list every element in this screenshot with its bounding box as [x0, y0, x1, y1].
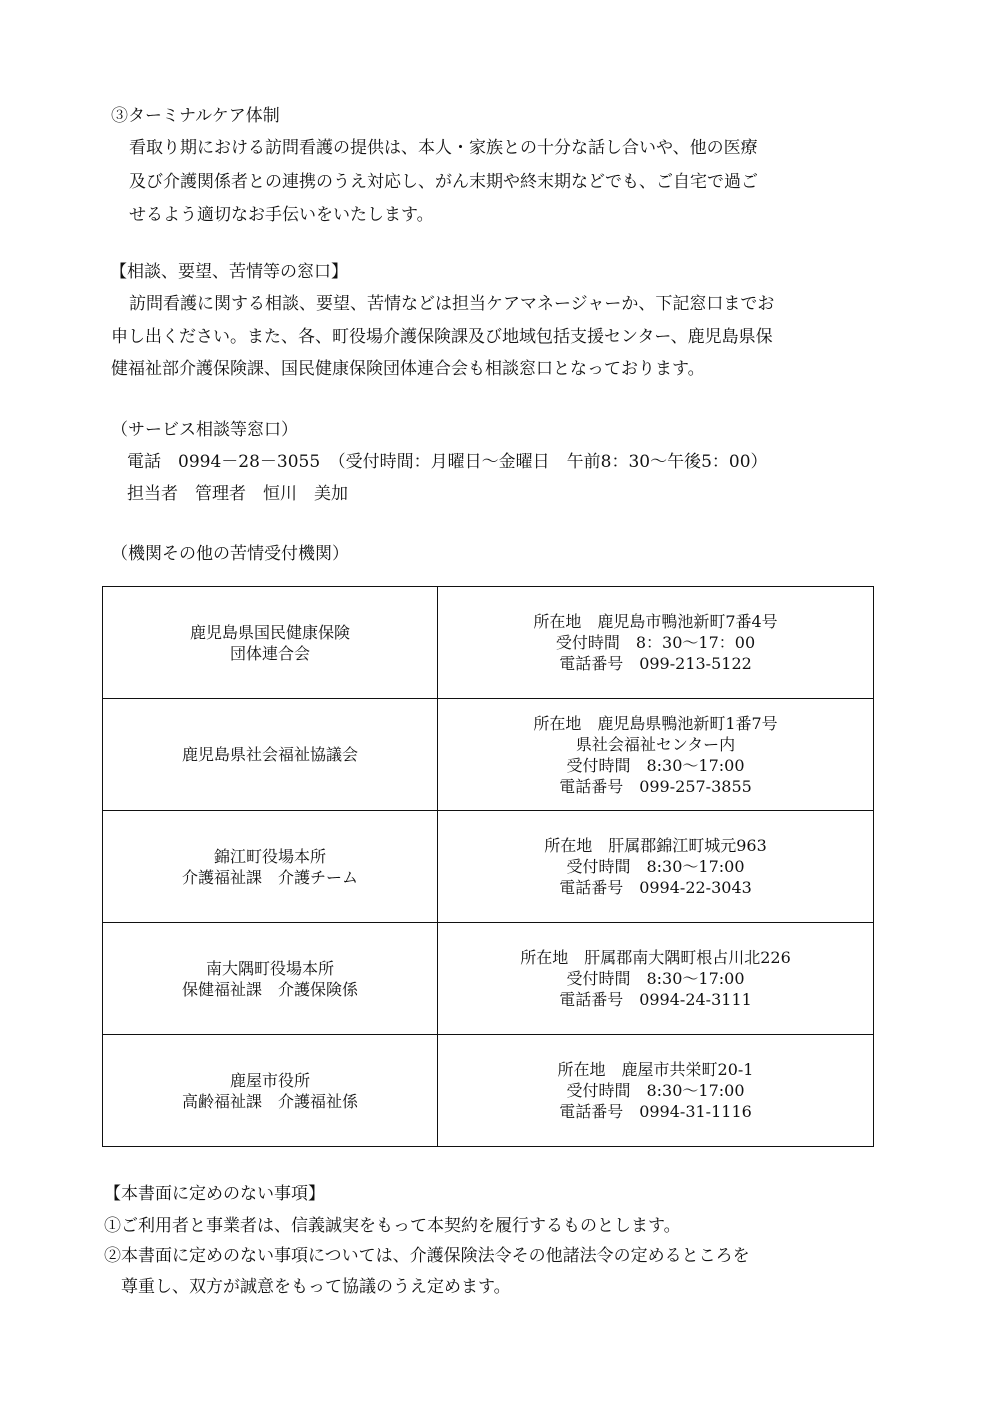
agency-info-cell — [438, 587, 874, 699]
table-row — [103, 811, 874, 923]
section-heading: （サービス相談等窓口） — [111, 420, 298, 440]
agency-info-line: 所在地 鹿屋市共栄町20-1 — [557, 1060, 754, 1079]
table-row — [103, 923, 874, 1035]
agencies-heading: （機関その他の苦情受付機関） — [111, 544, 349, 564]
paragraph-line: ②本書面に定めのない事項については、介護保険法令その他諸法令の定めるところを — [104, 1246, 750, 1266]
agency-name: 保健福祉課 介護保険係 — [181, 979, 358, 999]
agency-info-line: 所在地 肝属郡南大隅町根占川北226 — [520, 948, 791, 967]
agency-info-line: 受付時間 8：30～17：00 — [555, 633, 756, 652]
section-heading: 【相談、要望、苦情等の窓口】 — [110, 262, 348, 282]
paragraph-line: ①ご利用者と事業者は、信義誠実をもって本契約を履行するものとします。 — [104, 1216, 681, 1236]
agency-info-line: 県社会福祉センター内 — [575, 734, 736, 754]
agency-name-cell — [103, 1035, 438, 1147]
agency-name: 鹿屋市役所 — [229, 1070, 310, 1090]
agency-name: 団体連合会 — [229, 643, 310, 663]
paragraph-line: せるよう適切なお手伝いをいたします。 — [129, 205, 434, 225]
table-row — [103, 587, 874, 699]
agency-info-line: 電話番号 0994-24-3111 — [559, 990, 752, 1009]
agency-name-cell — [103, 811, 438, 923]
agency-info-cell — [438, 923, 874, 1035]
agency-info-cell — [438, 1035, 874, 1147]
agency-info-line: 電話番号 099-257-3855 — [559, 776, 752, 796]
agency-info-line: 電話番号 0994-22-3043 — [559, 878, 752, 897]
paragraph-line: 申し出ください。また、各、町役場介護保険課及び地域包括支援センター、鹿児島県保 — [111, 327, 773, 347]
agency-name: 南大隅町役場本所 — [205, 958, 334, 978]
service-person: 担当者 管理者 恒川 美加 — [127, 484, 348, 504]
table-row — [103, 699, 874, 811]
agency-name-cell — [103, 587, 438, 699]
agency-info-line: 受付時間 8:30～17:00 — [566, 1081, 745, 1100]
paragraph-line: 看取り期における訪問看護の提供は、本人・家族との十分な話し合いや、他の医療 — [129, 138, 758, 158]
agency-name: 鹿児島県社会福祉協議会 — [181, 745, 358, 764]
agencies-table — [102, 586, 874, 1147]
paragraph-line: 尊重し、双方が誠意をもって協議のうえ定めます。 — [104, 1277, 511, 1297]
service-phone: 電話 0994－28－3055 （受付時間：月曜日～金曜日 午前8：30～午後5：00） — [127, 452, 768, 472]
paragraph-line: 訪問看護に関する相談、要望、苦情などは担当ケアマネージャーか、下記窓口までお — [129, 294, 775, 314]
agency-info-line: 所在地 肝属郡錦江町城元963 — [544, 836, 767, 855]
agency-info-cell — [438, 811, 874, 923]
agency-name-cell — [103, 699, 438, 811]
agency-info-line: 所在地 鹿児島県鴨池新町1番7号 — [533, 713, 778, 733]
agency-name-cell — [103, 923, 438, 1035]
agency-name: 鹿児島県国民健康保険 — [189, 622, 350, 642]
agency-info-line: 電話番号 099-213-5122 — [559, 654, 752, 673]
section-heading: 【本書面に定めのない事項】 — [104, 1184, 325, 1204]
agency-info-cell — [438, 699, 874, 811]
paragraph-line: 及び介護関係者との連携のうえ対応し、がん末期や終末期などでも、ご自宅で過ご — [129, 172, 758, 192]
section-heading: ③ターミナルケア体制 — [111, 106, 280, 126]
agency-name: 錦江町役場本所 — [213, 846, 326, 866]
paragraph-line: 健福祉部介護保険課、国民健康保険団体連合会も相談窓口となっております。 — [111, 359, 705, 379]
agency-info-line: 電話番号 0994-31-1116 — [559, 1102, 752, 1121]
agency-name: 高齢福祉課 介護福祉係 — [181, 1091, 358, 1111]
agency-name: 介護福祉課 介護チーム — [181, 867, 358, 887]
table-row — [103, 1035, 874, 1147]
agency-info-line: 所在地 鹿児島市鴨池新町7番4号 — [533, 612, 778, 631]
agency-info-line: 受付時間 8:30～17:00 — [566, 755, 745, 775]
agency-info-line: 受付時間 8:30～17:00 — [566, 969, 745, 988]
agency-info-line: 受付時間 8:30～17:00 — [566, 857, 745, 876]
